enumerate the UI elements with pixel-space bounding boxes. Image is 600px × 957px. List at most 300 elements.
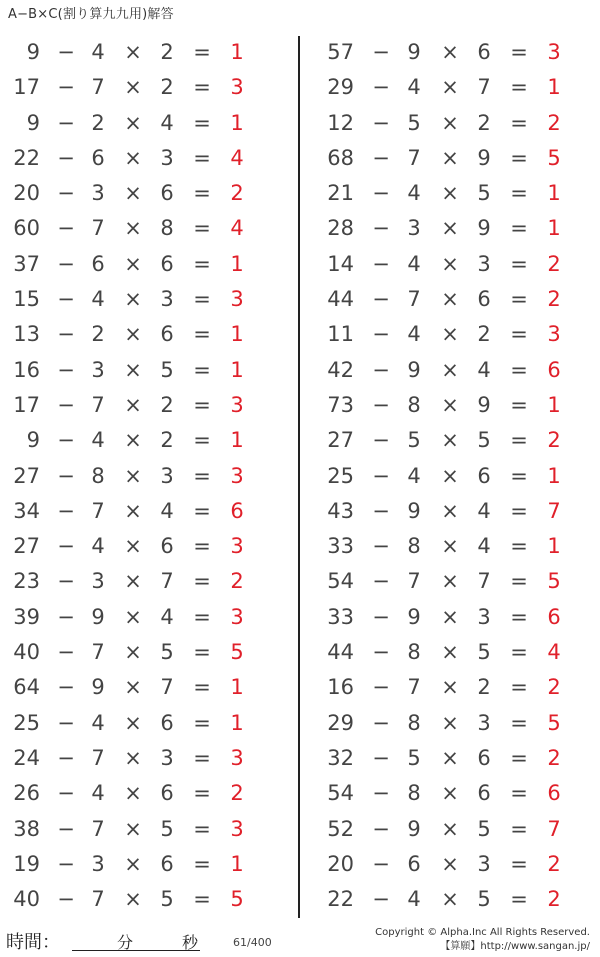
- answer: 1: [230, 851, 244, 876]
- operand-b: 4: [407, 887, 421, 912]
- problem-row: [318, 248, 600, 283]
- operand-a: 9: [26, 428, 40, 453]
- equals-sign: =: [510, 781, 528, 806]
- problem-row: [0, 460, 290, 495]
- operand-b: 7: [91, 392, 105, 417]
- answer: 1: [230, 40, 244, 64]
- answer: 2: [547, 745, 561, 770]
- operand-b: 8: [407, 781, 421, 806]
- operand-b: 7: [91, 216, 105, 241]
- problem-row: [318, 495, 600, 530]
- operand-c: 2: [160, 428, 174, 453]
- times-sign: ×: [441, 251, 459, 276]
- operand-a: 29: [327, 710, 354, 735]
- operand-c: 6: [160, 851, 174, 876]
- operand-b: 3: [91, 569, 105, 594]
- operand-a: 42: [327, 357, 354, 382]
- minutes-label: 分: [117, 933, 134, 952]
- operand-b: 9: [407, 604, 421, 629]
- operand-c: 2: [477, 110, 491, 135]
- times-sign: ×: [441, 75, 459, 100]
- answer: 1: [230, 428, 244, 453]
- times-sign: ×: [124, 216, 142, 241]
- operand-a: 22: [327, 887, 354, 912]
- times-sign: ×: [441, 216, 459, 241]
- seconds-label: 秒: [182, 933, 199, 952]
- minus-sign: −: [57, 851, 75, 876]
- operand-b: 8: [407, 640, 421, 665]
- minus-sign: −: [57, 569, 75, 594]
- times-sign: ×: [441, 816, 459, 841]
- times-sign: ×: [441, 110, 459, 135]
- problem-row: [318, 601, 600, 636]
- operand-c: 6: [160, 251, 174, 276]
- times-sign: ×: [124, 675, 142, 700]
- equals-sign: =: [510, 181, 528, 206]
- answer: 2: [547, 851, 561, 876]
- operand-c: 3: [160, 145, 174, 170]
- answer: 3: [230, 816, 244, 841]
- times-sign: ×: [124, 781, 142, 806]
- operand-b: 3: [91, 851, 105, 876]
- equals-sign: =: [193, 181, 211, 206]
- times-sign: ×: [124, 145, 142, 170]
- answer: 2: [230, 569, 244, 594]
- times-sign: ×: [124, 428, 142, 453]
- equals-sign: =: [193, 110, 211, 135]
- minus-sign: −: [372, 781, 390, 806]
- times-sign: ×: [441, 569, 459, 594]
- minus-sign: −: [372, 640, 390, 665]
- minus-sign: −: [57, 640, 75, 665]
- answer: 2: [547, 287, 561, 312]
- times-sign: ×: [441, 392, 459, 417]
- times-sign: ×: [441, 357, 459, 382]
- operand-b: 4: [91, 781, 105, 806]
- operand-a: 24: [13, 745, 40, 770]
- operand-b: 9: [91, 675, 105, 700]
- operand-c: 3: [477, 604, 491, 629]
- equals-sign: =: [193, 710, 211, 735]
- operand-c: 4: [477, 498, 491, 523]
- operand-c: 6: [477, 745, 491, 770]
- times-sign: ×: [124, 110, 142, 135]
- problem-row: [0, 848, 290, 883]
- answer: 3: [547, 322, 561, 347]
- operand-b: 7: [407, 145, 421, 170]
- column-divider: [298, 36, 300, 918]
- problem-row: [318, 107, 600, 142]
- minus-sign: −: [57, 816, 75, 841]
- operand-c: 2: [477, 675, 491, 700]
- operand-c: 2: [477, 322, 491, 347]
- operand-b: 8: [91, 463, 105, 488]
- problem-row: [0, 495, 290, 530]
- minus-sign: −: [57, 251, 75, 276]
- copyright-block: [375, 926, 590, 954]
- operand-b: 9: [407, 40, 421, 64]
- operand-c: 5: [477, 428, 491, 453]
- operand-b: 2: [91, 110, 105, 135]
- operand-b: 3: [407, 216, 421, 241]
- problem-row: [318, 177, 600, 212]
- times-sign: ×: [124, 40, 142, 64]
- operand-b: 4: [91, 40, 105, 64]
- answer: 6: [547, 781, 561, 806]
- times-sign: ×: [441, 181, 459, 206]
- operand-c: 5: [160, 816, 174, 841]
- answer: 5: [547, 710, 561, 735]
- equals-sign: =: [193, 851, 211, 876]
- operand-a: 40: [13, 640, 40, 665]
- equals-sign: =: [510, 216, 528, 241]
- operand-c: 9: [477, 145, 491, 170]
- page-title: A−B×C(割り算九九用)解答: [8, 7, 174, 22]
- answer: 1: [547, 181, 561, 206]
- equals-sign: =: [510, 745, 528, 770]
- answer: 1: [230, 110, 244, 135]
- minus-sign: −: [372, 216, 390, 241]
- operand-b: 9: [407, 357, 421, 382]
- answer: 2: [547, 887, 561, 912]
- answer: 5: [547, 145, 561, 170]
- operand-a: 34: [13, 498, 40, 523]
- problem-row: [0, 707, 290, 742]
- equals-sign: =: [510, 75, 528, 100]
- problem-row: [0, 883, 290, 918]
- times-sign: ×: [124, 498, 142, 523]
- problem-row: [318, 671, 600, 706]
- times-sign: ×: [441, 851, 459, 876]
- operand-b: 9: [407, 816, 421, 841]
- problem-row: [0, 636, 290, 671]
- minus-sign: −: [57, 145, 75, 170]
- operand-b: 9: [407, 498, 421, 523]
- operand-b: 4: [407, 322, 421, 347]
- minus-sign: −: [57, 604, 75, 629]
- answer: 5: [230, 640, 244, 665]
- answer: 2: [230, 781, 244, 806]
- equals-sign: =: [510, 40, 528, 64]
- operand-a: 43: [327, 498, 354, 523]
- operand-b: 4: [407, 75, 421, 100]
- minus-sign: −: [57, 710, 75, 735]
- operand-c: 2: [160, 392, 174, 417]
- minus-sign: −: [57, 498, 75, 523]
- times-sign: ×: [124, 710, 142, 735]
- times-sign: ×: [441, 604, 459, 629]
- problem-row: [0, 813, 290, 848]
- minus-sign: −: [57, 428, 75, 453]
- operand-b: 3: [91, 181, 105, 206]
- operand-c: 3: [477, 251, 491, 276]
- operand-b: 4: [91, 428, 105, 453]
- operand-c: 3: [160, 745, 174, 770]
- operand-b: 6: [91, 251, 105, 276]
- equals-sign: =: [193, 569, 211, 594]
- operand-a: 27: [13, 534, 40, 559]
- answer: 2: [547, 428, 561, 453]
- minus-sign: −: [372, 40, 390, 64]
- time-label: 時間：: [6, 932, 60, 953]
- operand-b: 7: [91, 745, 105, 770]
- operand-b: 4: [407, 463, 421, 488]
- equals-sign: =: [193, 640, 211, 665]
- minus-sign: −: [57, 322, 75, 347]
- operand-c: 4: [477, 534, 491, 559]
- minus-sign: −: [372, 569, 390, 594]
- minus-sign: −: [57, 40, 75, 64]
- times-sign: ×: [124, 569, 142, 594]
- equals-sign: =: [510, 710, 528, 735]
- operand-b: 8: [407, 392, 421, 417]
- problem-row: [0, 283, 290, 318]
- times-sign: ×: [124, 287, 142, 312]
- minus-sign: −: [57, 534, 75, 559]
- problem-column-right: [318, 36, 600, 918]
- answer: 4: [230, 145, 244, 170]
- operand-c: 5: [477, 181, 491, 206]
- operand-c: 8: [160, 216, 174, 241]
- minus-sign: −: [57, 392, 75, 417]
- minus-sign: −: [57, 887, 75, 912]
- operand-c: 5: [160, 357, 174, 382]
- equals-sign: =: [510, 604, 528, 629]
- operand-b: 6: [91, 145, 105, 170]
- operand-c: 7: [477, 569, 491, 594]
- equals-sign: =: [193, 534, 211, 559]
- problem-row: [318, 777, 600, 812]
- operand-b: 7: [91, 498, 105, 523]
- operand-c: 5: [477, 887, 491, 912]
- answer: 3: [230, 463, 244, 488]
- minus-sign: −: [57, 110, 75, 135]
- operand-c: 4: [160, 110, 174, 135]
- operand-a: 68: [327, 145, 354, 170]
- problem-row: [0, 212, 290, 247]
- operand-a: 33: [327, 604, 354, 629]
- times-sign: ×: [124, 851, 142, 876]
- operand-b: 8: [407, 534, 421, 559]
- answer: 1: [547, 392, 561, 417]
- problem-row: [318, 460, 600, 495]
- operand-a: 16: [327, 675, 354, 700]
- equals-sign: =: [193, 287, 211, 312]
- equals-sign: =: [510, 569, 528, 594]
- operand-b: 4: [91, 710, 105, 735]
- operand-c: 5: [160, 887, 174, 912]
- answer: 2: [547, 110, 561, 135]
- times-sign: ×: [441, 428, 459, 453]
- operand-b: 7: [407, 569, 421, 594]
- operand-c: 9: [477, 392, 491, 417]
- problem-row: [318, 318, 600, 353]
- minus-sign: −: [57, 781, 75, 806]
- times-sign: ×: [124, 181, 142, 206]
- minus-sign: −: [57, 463, 75, 488]
- problem-column-left: [0, 36, 290, 918]
- equals-sign: =: [510, 110, 528, 135]
- minus-sign: −: [57, 216, 75, 241]
- problem-row: [318, 813, 600, 848]
- operand-a: 38: [13, 816, 40, 841]
- times-sign: ×: [441, 640, 459, 665]
- answer: 6: [547, 604, 561, 629]
- problem-row: [0, 248, 290, 283]
- equals-sign: =: [193, 216, 211, 241]
- operand-a: 25: [13, 710, 40, 735]
- minus-sign: −: [372, 357, 390, 382]
- operand-b: 7: [91, 640, 105, 665]
- answer: 3: [230, 287, 244, 312]
- operand-c: 3: [160, 287, 174, 312]
- operand-b: 7: [91, 816, 105, 841]
- operand-a: 23: [13, 569, 40, 594]
- problem-row: [0, 142, 290, 177]
- equals-sign: =: [193, 392, 211, 417]
- operand-b: 4: [407, 181, 421, 206]
- minus-sign: −: [372, 428, 390, 453]
- equals-sign: =: [193, 428, 211, 453]
- answer: 1: [230, 675, 244, 700]
- operand-a: 28: [327, 216, 354, 241]
- operand-c: 6: [160, 781, 174, 806]
- problem-row: [318, 742, 600, 777]
- problem-row: [0, 354, 290, 389]
- problem-row: [318, 36, 600, 71]
- operand-a: 33: [327, 534, 354, 559]
- problem-row: [0, 107, 290, 142]
- operand-a: 40: [13, 887, 40, 912]
- operand-a: 54: [327, 569, 354, 594]
- equals-sign: =: [510, 322, 528, 347]
- equals-sign: =: [193, 40, 211, 64]
- minus-sign: −: [372, 181, 390, 206]
- operand-a: 39: [13, 604, 40, 629]
- problem-row: [318, 565, 600, 600]
- operand-a: 15: [13, 287, 40, 312]
- answer: 1: [547, 75, 561, 100]
- times-sign: ×: [124, 534, 142, 559]
- problem-row: [0, 671, 290, 706]
- answer: 1: [230, 710, 244, 735]
- times-sign: ×: [441, 498, 459, 523]
- minus-sign: −: [372, 251, 390, 276]
- times-sign: ×: [441, 710, 459, 735]
- times-sign: ×: [124, 392, 142, 417]
- equals-sign: =: [510, 357, 528, 382]
- operand-c: 3: [160, 463, 174, 488]
- answer: 2: [230, 181, 244, 206]
- operand-c: 3: [477, 851, 491, 876]
- problem-row: [318, 354, 600, 389]
- times-sign: ×: [441, 463, 459, 488]
- answer: 1: [547, 534, 561, 559]
- minus-sign: −: [57, 745, 75, 770]
- problem-row: [0, 742, 290, 777]
- problem-row: [0, 177, 290, 212]
- minus-sign: −: [57, 675, 75, 700]
- times-sign: ×: [124, 75, 142, 100]
- operand-b: 9: [91, 604, 105, 629]
- problem-row: [318, 142, 600, 177]
- operand-a: 21: [327, 181, 354, 206]
- answer: 3: [230, 745, 244, 770]
- equals-sign: =: [193, 251, 211, 276]
- problem-row: [0, 530, 290, 565]
- operand-c: 5: [160, 640, 174, 665]
- operand-b: 4: [91, 534, 105, 559]
- problem-row: [318, 212, 600, 247]
- operand-c: 4: [160, 498, 174, 523]
- operand-a: 32: [327, 745, 354, 770]
- minus-sign: −: [372, 463, 390, 488]
- operand-a: 73: [327, 392, 354, 417]
- answer: 3: [547, 40, 561, 64]
- answer: 5: [547, 569, 561, 594]
- equals-sign: =: [193, 675, 211, 700]
- times-sign: ×: [441, 745, 459, 770]
- equals-sign: =: [510, 428, 528, 453]
- equals-sign: =: [510, 287, 528, 312]
- operand-c: 4: [160, 604, 174, 629]
- operand-c: 2: [160, 40, 174, 64]
- equals-sign: =: [193, 75, 211, 100]
- operand-c: 6: [477, 287, 491, 312]
- operand-b: 5: [407, 110, 421, 135]
- operand-b: 7: [407, 675, 421, 700]
- operand-a: 20: [327, 851, 354, 876]
- operand-c: 4: [477, 357, 491, 382]
- equals-sign: =: [510, 887, 528, 912]
- operand-a: 52: [327, 816, 354, 841]
- minus-sign: −: [372, 322, 390, 347]
- equals-sign: =: [193, 604, 211, 629]
- operand-a: 54: [327, 781, 354, 806]
- problem-row: [318, 707, 600, 742]
- operand-a: 16: [13, 357, 40, 382]
- minus-sign: −: [372, 851, 390, 876]
- operand-a: 25: [327, 463, 354, 488]
- answer: 1: [547, 463, 561, 488]
- copyright-text: Copyright © Alpha.Inc All Rights Reserved.: [375, 927, 590, 938]
- minus-sign: −: [372, 75, 390, 100]
- answer: 4: [230, 216, 244, 241]
- operand-b: 4: [407, 251, 421, 276]
- operand-a: 11: [327, 322, 354, 347]
- problem-row: [318, 636, 600, 671]
- problem-row: [318, 883, 600, 918]
- problem-row: [0, 71, 290, 106]
- times-sign: ×: [441, 781, 459, 806]
- answer: 3: [230, 392, 244, 417]
- equals-sign: =: [510, 816, 528, 841]
- problem-row: [318, 424, 600, 459]
- operand-b: 2: [91, 322, 105, 347]
- equals-sign: =: [193, 887, 211, 912]
- operand-a: 13: [13, 322, 40, 347]
- operand-c: 7: [160, 675, 174, 700]
- equals-sign: =: [510, 675, 528, 700]
- times-sign: ×: [441, 675, 459, 700]
- equals-sign: =: [510, 251, 528, 276]
- answer: 2: [547, 251, 561, 276]
- problem-row: [0, 777, 290, 812]
- problem-row: [318, 848, 600, 883]
- operand-b: 3: [91, 357, 105, 382]
- equals-sign: =: [193, 145, 211, 170]
- times-sign: ×: [124, 251, 142, 276]
